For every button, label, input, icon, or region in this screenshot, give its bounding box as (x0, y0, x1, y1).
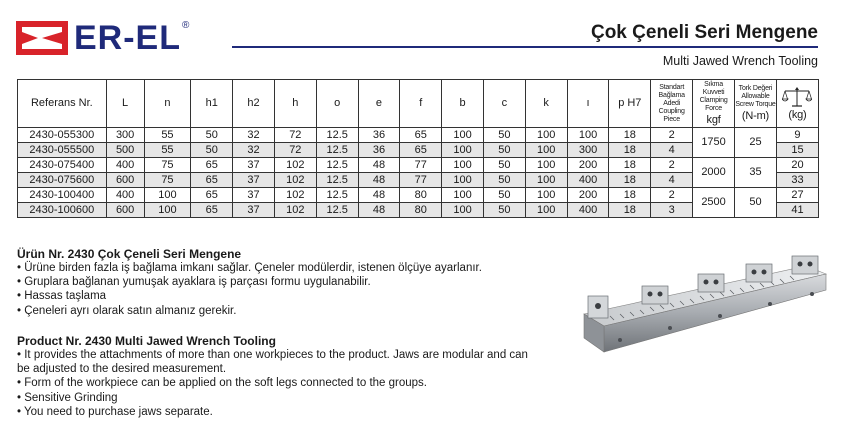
cell-k: 100 (525, 203, 567, 218)
list-item: • You need to purchase jaws separate. (17, 405, 537, 419)
cell-e: 36 (358, 143, 400, 158)
cell-kg: 33 (776, 173, 818, 188)
cell-h: 102 (274, 173, 316, 188)
description-en-list (17, 348, 537, 419)
header-force-unit: kgf (706, 113, 721, 126)
list-item: • It provides the attachments of more than one workpieces to the product. Jaws are modular and can be adjusted to the desired measurement. (17, 348, 537, 376)
cell-h: 72 (274, 143, 316, 158)
page-title-tr: Çok Çeneli Seri Mengene (590, 22, 818, 43)
cell-L: 600 (106, 173, 144, 188)
header-torque-unit: (N-m) (741, 109, 770, 122)
cell-k: 100 (525, 188, 567, 203)
header-L: L (106, 80, 144, 128)
cell-o: 12.5 (316, 143, 358, 158)
cell-n: 75 (144, 173, 191, 188)
brand-name: ER-EL (74, 19, 181, 57)
cell-h: 102 (274, 188, 316, 203)
cell-torque: 50 (735, 188, 777, 218)
cell-h: 72 (274, 128, 316, 143)
header-torque-label: Tork Değeri Allowable Screw Torque (735, 84, 776, 108)
header-n: n (144, 80, 191, 128)
cell-n: 100 (144, 188, 191, 203)
cell-i: 300 (567, 143, 609, 158)
cell-force: 2000 (693, 158, 735, 188)
cell-jaws: 2 (651, 128, 693, 143)
cell-b: 100 (442, 173, 484, 188)
description-en (17, 334, 537, 419)
cell-h1: 65 (191, 158, 233, 173)
cell-jaws: 3 (651, 203, 693, 218)
description-tr (17, 247, 537, 318)
cell-f: 65 (400, 128, 442, 143)
cell-k: 100 (525, 128, 567, 143)
cell-f: 80 (400, 203, 442, 218)
header-o: o (316, 80, 358, 128)
cell-ref: 2430-100400 (18, 188, 107, 203)
cell-kg: 41 (776, 203, 818, 218)
header-e: e (358, 80, 400, 128)
erel-logo-mark-icon (16, 21, 68, 55)
cell-i: 200 (567, 188, 609, 203)
cell-c: 50 (483, 143, 525, 158)
list-item: • Form of the workpiece can be applied on the soft legs connected to the groups. (17, 376, 537, 390)
header-p: p H7 (609, 80, 651, 128)
cell-p: 18 (609, 203, 651, 218)
cell-h1: 50 (191, 128, 233, 143)
cell-L: 500 (106, 143, 144, 158)
cell-b: 100 (442, 158, 484, 173)
cell-i: 200 (567, 158, 609, 173)
cell-o: 12.5 (316, 188, 358, 203)
cell-n: 55 (144, 128, 191, 143)
cell-p: 18 (609, 158, 651, 173)
cell-c: 50 (483, 203, 525, 218)
cell-jaws: 2 (651, 188, 693, 203)
cell-ref: 2430-100600 (18, 203, 107, 218)
cell-ref: 2430-055500 (18, 143, 107, 158)
cell-n: 100 (144, 203, 191, 218)
cell-i: 400 (567, 203, 609, 218)
cell-i: 100 (567, 128, 609, 143)
cell-kg: 9 (776, 128, 818, 143)
cell-L: 600 (106, 203, 144, 218)
table-row (18, 188, 819, 203)
header-jaws-sub: Coupling Piece (658, 107, 685, 123)
header-h2: h2 (233, 80, 275, 128)
cell-b: 100 (442, 188, 484, 203)
cell-f: 80 (400, 188, 442, 203)
cell-kg: 15 (776, 143, 818, 158)
cell-e: 36 (358, 128, 400, 143)
cell-ref: 2430-055300 (18, 128, 107, 143)
page-title-en: Multi Jawed Wrench Tooling (662, 54, 818, 68)
cell-h2: 32 (233, 128, 275, 143)
header-weight-unit: (kg) (788, 108, 807, 121)
cell-k: 100 (525, 158, 567, 173)
cell-e: 48 (358, 203, 400, 218)
cell-p: 18 (609, 143, 651, 158)
description-tr-list (17, 261, 537, 318)
cell-h: 102 (274, 158, 316, 173)
header-jaws-label: Standart Bağlama Adedi (658, 83, 685, 107)
cell-h1: 65 (191, 203, 233, 218)
cell-h: 102 (274, 203, 316, 218)
header-force (693, 80, 735, 128)
cell-h2: 37 (233, 173, 275, 188)
cell-L: 300 (106, 128, 144, 143)
cell-force: 2500 (693, 188, 735, 218)
list-item: • Sensitive Grinding (17, 391, 537, 405)
header-jaws (651, 80, 693, 128)
cell-ref: 2430-075400 (18, 158, 107, 173)
cell-o: 12.5 (316, 128, 358, 143)
cell-h2: 37 (233, 158, 275, 173)
brand-logo (16, 20, 189, 56)
cell-ref: 2430-075600 (18, 173, 107, 188)
cell-p: 18 (609, 173, 651, 188)
cell-h1: 65 (191, 173, 233, 188)
header-weight (776, 80, 818, 128)
multi-jaw-vise-image (580, 252, 830, 356)
spec-table (17, 79, 819, 218)
cell-torque: 35 (735, 158, 777, 188)
table-row (18, 158, 819, 173)
header-c: c (483, 80, 525, 128)
cell-kg: 20 (776, 158, 818, 173)
cell-b: 100 (442, 203, 484, 218)
cell-f: 77 (400, 158, 442, 173)
list-item: • Çeneleri ayrı olarak satın almanız gerekir. (17, 304, 537, 318)
header-i: ı (567, 80, 609, 128)
cell-n: 75 (144, 158, 191, 173)
cell-k: 100 (525, 143, 567, 158)
cell-c: 50 (483, 158, 525, 173)
cell-b: 100 (442, 128, 484, 143)
header-h1: h1 (191, 80, 233, 128)
list-item: • Hassas taşlama (17, 289, 537, 303)
header-h: h (274, 80, 316, 128)
header-ref: Referans Nr. (18, 80, 107, 128)
cell-o: 12.5 (316, 173, 358, 188)
cell-o: 12.5 (316, 158, 358, 173)
cell-o: 12.5 (316, 203, 358, 218)
cell-e: 48 (358, 188, 400, 203)
cell-h2: 37 (233, 188, 275, 203)
cell-h1: 65 (191, 188, 233, 203)
registered-mark: ® (182, 20, 190, 31)
header-torque (735, 80, 777, 128)
cell-kg: 27 (776, 188, 818, 203)
cell-h2: 37 (233, 203, 275, 218)
list-item: • Gruplara bağlanan yumuşak ayaklara iş parçası formu uygulanabilir. (17, 275, 537, 289)
cell-L: 400 (106, 158, 144, 173)
table-header-row (18, 80, 819, 128)
cell-jaws: 4 (651, 173, 693, 188)
cell-torque: 25 (735, 128, 777, 158)
cell-jaws: 2 (651, 158, 693, 173)
header-k: k (525, 80, 567, 128)
title-divider (232, 46, 818, 48)
header-b: b (442, 80, 484, 128)
cell-f: 65 (400, 143, 442, 158)
cell-L: 400 (106, 188, 144, 203)
cell-p: 18 (609, 128, 651, 143)
cell-p: 18 (609, 188, 651, 203)
scale-icon (782, 86, 812, 108)
cell-e: 48 (358, 158, 400, 173)
cell-e: 48 (358, 173, 400, 188)
cell-force: 1750 (693, 128, 735, 158)
cell-h1: 50 (191, 143, 233, 158)
cell-c: 50 (483, 173, 525, 188)
list-item: • Ürüne birden fazla iş bağlama imkanı sağlar. Çeneler modülerdir, istenen ölçüye ayarlanır. (17, 261, 537, 275)
cell-k: 100 (525, 173, 567, 188)
cell-h2: 32 (233, 143, 275, 158)
table-row (18, 128, 819, 143)
cell-i: 400 (567, 173, 609, 188)
cell-b: 100 (442, 143, 484, 158)
cell-f: 77 (400, 173, 442, 188)
header-force-label: Sıkma Kuvveti Clamping Force (699, 80, 728, 112)
cell-c: 50 (483, 188, 525, 203)
cell-n: 55 (144, 143, 191, 158)
cell-c: 50 (483, 128, 525, 143)
description-en-title: Product Nr. 2430 Multi Jawed Wrench Tooling (17, 334, 276, 348)
cell-jaws: 4 (651, 143, 693, 158)
header-f: f (400, 80, 442, 128)
description-tr-title: Ürün Nr. 2430 Çok Çeneli Seri Mengene (17, 247, 242, 261)
